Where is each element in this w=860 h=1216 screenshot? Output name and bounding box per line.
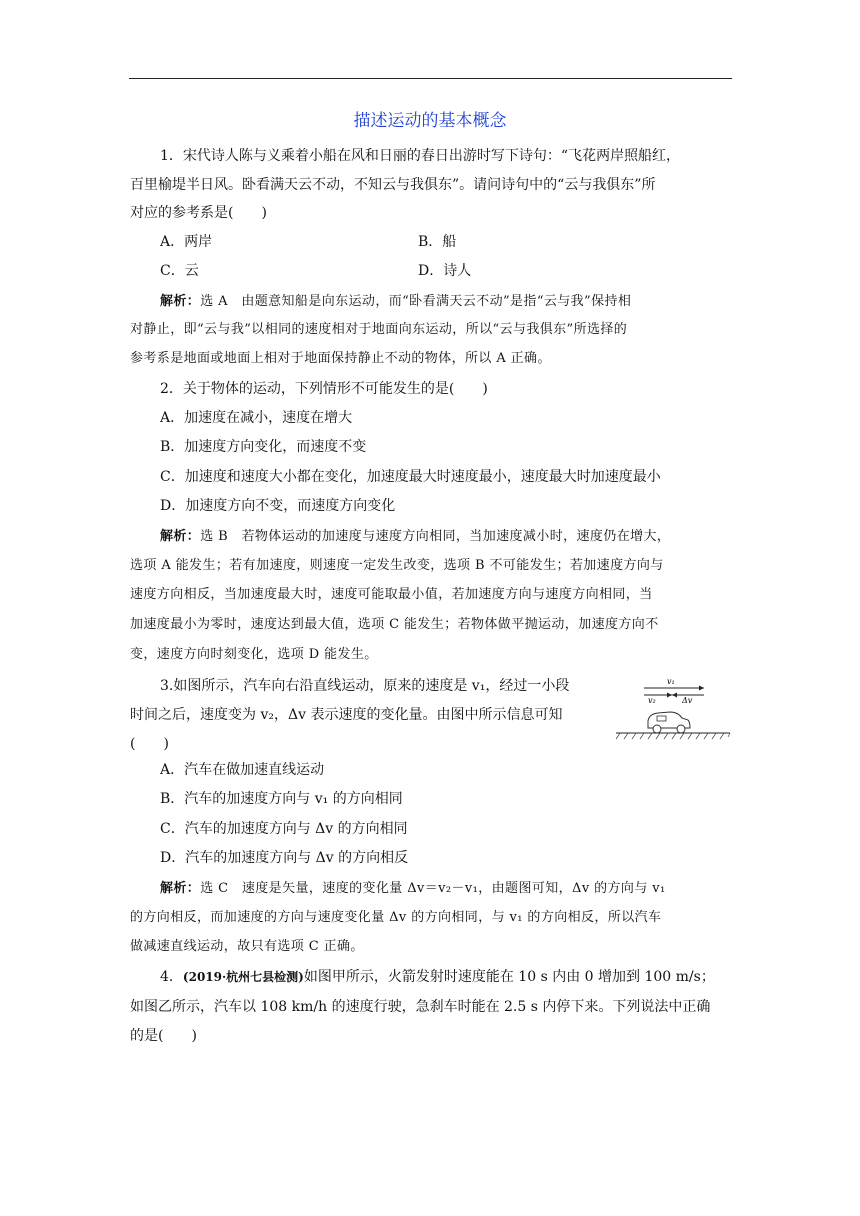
q4-stem-line-3: 的是( ) [130,1028,197,1044]
q3-option-d: D．汽车的加速度方向与 Δv 的方向相反 [160,850,409,866]
q2-stem: 2．关于物体的运动，下列情形不可能发生的是( ) [160,381,488,397]
v2-label: v₂ [648,696,656,705]
q2-analysis-line-3: 速度方向相反，当加速度最大时，速度可能取最小值，若加速度方向与速度方向相同，当 [130,587,653,602]
q3-option-a: A．汽车在做加速直线运动 [160,762,325,778]
v1-arrowhead [699,686,704,691]
q2-option-c: C．加速度和速度大小都在变化，加速度最大时速度最小，速度最大时加速度最小 [160,469,661,485]
v1-label: v₁ [667,677,675,686]
q1-stem-line-2: 百里榆堤半日风。卧看满天云不动，不知云与我俱东”。请问诗句中的“云与我俱东”所 [130,177,656,193]
q3-option-c: C．汽车的加速度方向与 Δv 的方向相同 [160,821,408,837]
q3-analysis-line-3: 做减速直线运动，故只有选项 C 正确。 [130,939,364,954]
q3-stem-line-3: ( ) [130,736,169,752]
q1-option-c: C．云 [160,263,199,279]
car-window-icon [657,716,666,721]
q1-option-a: A．两岸 [160,234,213,250]
q2-analysis-line-2: 选项 A 能发生；若有加速度，则速度一定发生改变，选项 B 不可能发生；若加速度方向与 [130,558,664,573]
car-velocity-figure [612,674,734,744]
q1-analysis-line-3: 参考系是地面或地面上相对于地面保持静止不动的物体，所以 A 正确。 [130,351,551,366]
q3-stem-line-1: 3.如图所示，汽车向右沿直线运动，原来的速度是 v₁，经过一小段 [160,678,570,694]
q2-analysis-line-1 [160,527,670,547]
header-rule [129,78,732,79]
q1-stem-line-1: 1．宋代诗人陈与义乘着小船在风和日丽的春日出游时写下诗句：“飞花两岸照船红， [160,148,681,164]
q2-option-b: B．加速度方向变化，而速度不变 [160,439,367,455]
v2-arrowhead [667,693,672,698]
analysis-text: 选 C 速度是矢量，速度的变化量 Δv＝v₂－v₁，由题图可知，Δv 的方向与 v₁ [200,881,666,896]
dv-label: Δv [682,696,693,705]
q4-number: 4． [160,969,183,985]
q4-stem-line-1 [160,967,715,987]
q2-option-d: D．加速度方向不变，而速度方向变化 [160,498,396,514]
q4-stem-line-2: 如图乙所示，汽车以 108 km/h 的速度行驶，急刹车时能在 2.5 s 内停下来。下列说法中正确 [130,999,711,1015]
q3-analysis-line-1 [160,879,666,899]
analysis-label: 解析： [160,294,201,309]
ground-hatching [616,733,730,739]
q1-option-b: B．船 [418,234,457,250]
q3-analysis-line-2: 的方向相反，而加速度的方向与速度变化量 Δv 的方向相同，与 v₁ 的方向相反，所以汽车 [130,910,662,925]
q1-stem-line-3: 对应的参考系是( ) [130,205,267,221]
car-wheel-icon [653,725,661,733]
analysis-label: 解析： [160,529,201,544]
q4-stem-text: 如图甲所示，火箭发射时速度能在 10 s 内由 0 增加到 100 m/s； [303,969,715,985]
page-title: 描述运动的基本概念 [353,111,507,131]
q1-analysis-line-2: 对静止，即“云与我”以相同的速度相对于地面向东运动，所以“云与我俱东”所选择的 [130,322,628,337]
q3-option-b: B．汽车的加速度方向与 v₁ 的方向相同 [160,791,403,807]
analysis-label: 解析： [160,881,201,896]
analysis-text: 选 B 若物体运动的加速度与速度方向相同，当加速度减小时，速度仍在增大， [200,529,671,544]
car-wheel-icon [677,725,685,733]
analysis-text: 选 A 由题意知船是向东运动，而“卧看满天云不动”是指“云与我”保持相 [200,294,632,309]
q1-analysis-line-1 [160,292,631,312]
q2-option-a: A．加速度在减小，速度在增大 [160,410,353,426]
dv-arrowhead [672,693,677,698]
q3-stem-line-2: 时间之后，速度变为 v₂，Δv 表示速度的变化量。由图中所示信息可知 [130,707,563,723]
q4-source: (2019·杭州七县检测) [182,970,304,984]
q2-analysis-line-4: 加速度最小为零时，速度达到最大值，选项 C 能发生；若物体做平抛运动，加速度方向不 [130,617,659,632]
q2-analysis-line-5: 变，速度方向时刻变化，选项 D 能发生。 [130,647,378,662]
q1-option-d: D．诗人 [418,263,472,279]
